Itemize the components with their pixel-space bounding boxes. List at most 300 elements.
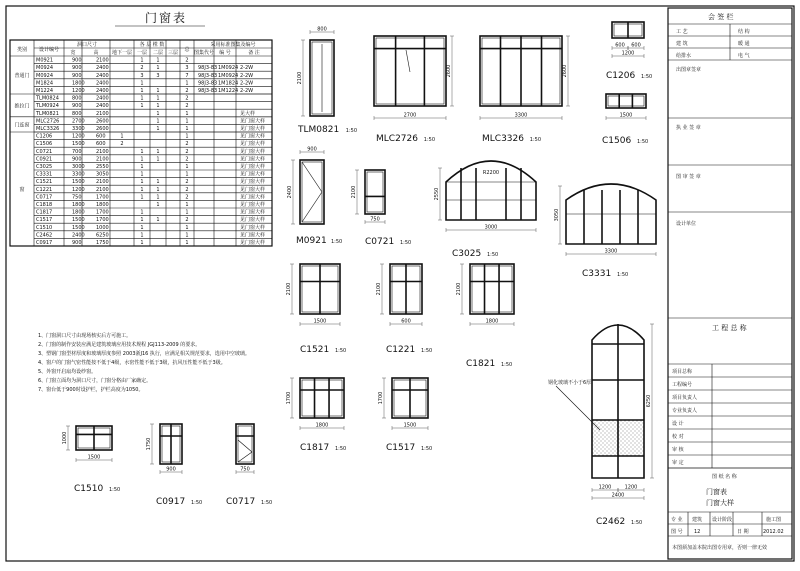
col-header: 地下一层 xyxy=(111,50,133,56)
info-row-label: 校 对 xyxy=(672,434,684,440)
dimension-text: 2400 xyxy=(611,492,625,499)
schedule-cell: 见门窗大样 xyxy=(240,194,266,201)
tb-no-val: 12 xyxy=(694,529,701,535)
schedule-cell: 2 xyxy=(185,57,189,64)
schedule-title: 门窗表 xyxy=(145,11,188,25)
schedule-cell: 1 xyxy=(156,217,160,224)
group-label: 窗 xyxy=(19,187,25,193)
dimension-text: 900 xyxy=(307,146,317,153)
schedule-cell: 见门窗大样 xyxy=(240,209,266,216)
schedule-cell: 1500 xyxy=(72,224,85,231)
stamp-reg-label: 执 业 签 章 xyxy=(676,125,701,131)
schedule-cell: 2400 xyxy=(72,232,85,239)
schedule-cell: 见门窗大样 xyxy=(240,133,266,140)
schedule-cell: M0924 xyxy=(36,72,54,79)
schedule-cell: 1 xyxy=(140,209,144,216)
drawing-caption: C1206 xyxy=(606,71,636,81)
schedule-cell: 2400 xyxy=(96,80,109,87)
schedule-cell: 600 xyxy=(96,141,106,148)
schedule-cell: 1 xyxy=(156,194,160,201)
schedule-cell: 1 xyxy=(185,224,189,231)
schedule-cell: 900 xyxy=(72,57,82,64)
drawing-caption: C1521 xyxy=(300,345,330,355)
schedule-cell: 1 xyxy=(156,202,160,208)
tb-stage-val: 施工图 xyxy=(766,517,782,523)
schedule-cell: 2 xyxy=(120,141,124,148)
drawing-scale: 1:50 xyxy=(421,446,433,452)
schedule-cell: 2 xyxy=(185,194,189,201)
tb-date: 日 期 xyxy=(737,529,749,535)
c0721-elevation-inner xyxy=(367,172,383,212)
schedule-cell: TLM0821 xyxy=(36,110,59,117)
schedule-cell: 2100 xyxy=(96,186,109,193)
dimension-text: 1200 xyxy=(624,484,638,491)
schedule-cell: 1750 xyxy=(96,240,109,246)
group-label: 推拉门 xyxy=(14,103,30,110)
project-label: 工 程 总 称 xyxy=(712,324,747,332)
schedule-cell: 2400 xyxy=(96,65,109,72)
schedule-cell: 1 xyxy=(140,179,144,186)
door-window-schedule xyxy=(10,10,272,246)
drawing-caption: C0721 xyxy=(365,237,395,247)
schedule-cell: 2100 xyxy=(96,156,109,163)
c1817-elevation-inner xyxy=(302,380,342,416)
schedule-cell: 1000 xyxy=(96,224,109,231)
schedule-cell: 1 xyxy=(156,95,160,102)
schedule-cell: 见门窗大样 xyxy=(240,118,266,125)
schedule-cell: C1506 xyxy=(36,141,53,148)
schedule-cell: 1 xyxy=(140,88,144,94)
drawing-scale: 1:50 xyxy=(345,128,358,134)
schedule-cell: 7 xyxy=(185,72,189,79)
design-unit-label: 设计单位 xyxy=(676,221,697,227)
schedule-cell: C1517 xyxy=(36,217,53,224)
dimension-text: 2400 xyxy=(287,185,293,199)
door-swing xyxy=(406,50,410,72)
drawing-caption: MLC2726 xyxy=(376,134,418,144)
schedule-cell: 2 xyxy=(185,88,189,94)
drawing-scale: 1:50 xyxy=(487,252,499,258)
schedule-cell: C1221 xyxy=(36,186,53,193)
stamp-check-label: 图 审 签 章 xyxy=(676,174,701,180)
dimension-text: 6250 xyxy=(646,394,652,408)
schedule-cell: 3 xyxy=(140,72,144,79)
dimension-text: 600 xyxy=(401,318,411,325)
note-line: 2、门窗的制作安装应满足建筑玻璃应用技术规程 JGJ113-2009 的要求。 xyxy=(38,342,201,348)
m0921-elevation-inner xyxy=(302,162,322,222)
schedule-cell: 1500 xyxy=(72,217,85,224)
schedule-cell: 见门窗大样 xyxy=(240,202,266,208)
drawing-caption: C1517 xyxy=(386,443,416,453)
tempered-glass-note: 钢化玻璃不小于6厚 xyxy=(548,380,592,386)
schedule-cell: 1 xyxy=(185,133,189,140)
c1821-elevation xyxy=(470,264,514,314)
schedule-cell: 2 xyxy=(140,65,144,72)
schedule-cell: 2-2W xyxy=(240,65,254,72)
dimension-text: 2100 xyxy=(456,282,462,296)
sign-cell: 暖 通 xyxy=(738,41,750,47)
schedule-cell: 1 xyxy=(156,118,160,125)
dimension-text: 2600 xyxy=(446,64,452,78)
schedule-cell: 6250 xyxy=(96,232,109,239)
col-header: 设计编号 xyxy=(38,47,60,53)
c1821-elevation-inner xyxy=(472,266,512,312)
schedule-cell: C0921 xyxy=(36,156,53,163)
dimension-text: 2700 xyxy=(403,112,417,119)
drawing-scale: 1:50 xyxy=(637,139,649,145)
schedule-cell: C3331 xyxy=(36,171,53,178)
schedule-cell: 1200 xyxy=(72,88,85,94)
schedule-cell: MLC3326 xyxy=(36,126,60,132)
dimension-text: 1750 xyxy=(146,437,152,451)
schedule-cell: 1 xyxy=(140,103,144,110)
schedule-cell: 900 xyxy=(72,72,82,79)
drawing-caption: C3025 xyxy=(452,249,482,259)
dimension-text: 1800 xyxy=(485,318,499,325)
schedule-cell: 1 xyxy=(156,65,160,72)
notes-block xyxy=(38,332,250,393)
door-swing xyxy=(302,192,322,222)
title-block xyxy=(668,8,792,559)
schedule-cell: 2 xyxy=(185,148,189,155)
c1817-elevation xyxy=(300,378,344,418)
schedule-cell: M1824 xyxy=(36,80,54,87)
schedule-cell: 1 xyxy=(185,80,189,87)
schedule-cell: 2 xyxy=(185,156,189,163)
leader-line xyxy=(556,386,600,430)
dimension-text: 600 xyxy=(631,42,641,49)
schedule-cell: TLM0924 xyxy=(36,103,59,110)
schedule-cell: 见门窗大样 xyxy=(240,164,266,170)
schedule-cell: 2400 xyxy=(96,95,109,102)
schedule-cell: 1 xyxy=(120,133,124,140)
schedule-cell: 900 xyxy=(72,156,82,163)
schedule-cell: 见门窗大样 xyxy=(240,156,266,163)
schedule-cell: 98J3-83 xyxy=(198,80,218,87)
info-row-label: 专业负责人 xyxy=(672,408,698,414)
tb-date-val: 2012.02 xyxy=(763,529,784,535)
schedule-cell: 2600 xyxy=(96,118,109,125)
schedule-cell: 1 xyxy=(140,164,144,170)
schedule-cell: 1 xyxy=(156,126,160,132)
schedule-cell: 1700 xyxy=(96,209,109,216)
schedule-cell: 2-2W xyxy=(240,88,254,94)
schedule-cell: 1 xyxy=(156,103,160,110)
drawing-caption: C2462 xyxy=(596,517,626,527)
schedule-cell: 1 xyxy=(156,186,160,193)
drawing-name-label: 图 纸 名 称 xyxy=(712,474,737,480)
schedule-cell: 见门窗大样 xyxy=(240,141,266,148)
drawing-caption: C1817 xyxy=(300,443,330,453)
schedule-cell: 3 xyxy=(185,65,189,72)
schedule-cell: 1 xyxy=(140,232,144,239)
schedule-cell: 700 xyxy=(72,148,82,155)
schedule-cell: 2700 xyxy=(72,118,85,125)
schedule-cell: C1521 xyxy=(36,179,53,186)
dimension-text: 1500 xyxy=(313,318,327,325)
dimension-text: 2600 xyxy=(562,64,568,78)
schedule-cell: C0721 xyxy=(36,148,53,155)
schedule-cell: 1200 xyxy=(72,186,85,193)
schedule-cell: 1 xyxy=(140,186,144,193)
col-header: 采用标准图集及编号 xyxy=(210,42,256,48)
dimension-text: 1500 xyxy=(403,422,417,429)
drawing-scale: 1:50 xyxy=(617,272,629,278)
sign-cell: 工 艺 xyxy=(676,29,688,35)
sign-cell: 结 构 xyxy=(738,29,750,35)
col-header: 洞口尺寸 xyxy=(76,42,98,48)
dimension-text: 2100 xyxy=(351,185,357,199)
col-header: 宽 xyxy=(70,50,76,56)
note-line: 3、塑钢门窗型材厚度和玻璃厚度参照 2003浙J16 执行，应满足相关规范要求，选用中空玻璃。 xyxy=(38,351,250,357)
dimension-text: 900 xyxy=(166,466,176,473)
schedule-cell: C1510 xyxy=(36,224,53,231)
schedule-cell: 见门窗大样 xyxy=(240,224,266,231)
dimension-text: 1000 xyxy=(62,431,68,445)
dimension-text: 750 xyxy=(370,216,380,223)
drawing-scale: 1:50 xyxy=(641,74,653,80)
schedule-cell: 1 xyxy=(140,148,144,155)
drawing-scale: 1:50 xyxy=(191,500,203,506)
schedule-cell: 1 xyxy=(185,171,189,178)
schedule-cell: 1 xyxy=(140,156,144,163)
schedule-cell: M0921 xyxy=(36,57,54,64)
schedule-cell: 见门窗大样 xyxy=(240,171,266,178)
schedule-cell: 900 xyxy=(72,103,82,110)
schedule-cell: 1 xyxy=(140,217,144,224)
schedule-cell: C1817 xyxy=(36,209,53,216)
drawing-caption: C3331 xyxy=(582,269,612,279)
tb-no: 图 号 xyxy=(671,529,683,535)
sign-cell: 给排水 xyxy=(676,53,692,59)
dimension-text: 2550 xyxy=(434,187,440,201)
dimension-text: 750 xyxy=(240,466,250,473)
schedule-cell: 800 xyxy=(72,110,82,117)
col-header: 类别 xyxy=(16,47,28,53)
schedule-cell: C1206 xyxy=(36,133,53,140)
schedule-cell: 2-2W xyxy=(240,80,254,87)
schedule-cell: 1 xyxy=(140,95,144,102)
elevation-drawings xyxy=(62,22,656,527)
drawing-name-1: 门窗表 xyxy=(706,488,727,496)
drawing-caption: C1821 xyxy=(466,359,496,369)
schedule-cell: 1M1824 xyxy=(218,80,239,87)
dimension-text: 1800 xyxy=(315,422,329,429)
schedule-cell: 1 xyxy=(185,202,189,208)
schedule-cell: 1 xyxy=(140,240,144,246)
schedule-cell: 1500 xyxy=(72,179,85,186)
m0921-elevation xyxy=(300,160,324,224)
dimension-text: 1500 xyxy=(87,454,101,461)
schedule-cell: 2 xyxy=(185,217,189,224)
schedule-cell: 1 xyxy=(156,110,160,117)
schedule-cell: 1M1224 xyxy=(218,88,239,94)
schedule-cell: 1 xyxy=(140,171,144,178)
schedule-cell: 2100 xyxy=(96,57,109,64)
schedule-cell: 2 xyxy=(185,103,189,110)
schedule-cell: 2550 xyxy=(96,164,109,170)
group-label: 门连窗 xyxy=(14,122,30,129)
note-line: 6、门窗立面均为洞口尺寸，门窗分格由厂家确定。 xyxy=(38,378,152,384)
schedule-cell: C0917 xyxy=(36,240,53,246)
c0717-elevation xyxy=(236,424,254,464)
dimension-text: 1200 xyxy=(598,484,612,491)
col-header: 图集代号 xyxy=(193,50,215,56)
info-row-label: 审 核 xyxy=(672,447,684,453)
tb-spec: 专 业 xyxy=(671,517,683,523)
schedule-cell: 600 xyxy=(96,133,106,140)
schedule-cell: 1700 xyxy=(96,194,109,201)
dimension-text: 2100 xyxy=(297,71,303,85)
schedule-cell: 1 xyxy=(140,57,144,64)
dimension-text: 3300 xyxy=(604,248,618,255)
note-line: 4、窗户的门窗气密性能按不低于4级，水密性能不低于3级，抗风压性能不低于3级。 xyxy=(38,360,226,366)
dimension-text: 1500 xyxy=(619,112,633,119)
schedule-cell: 见门窗大样 xyxy=(240,148,266,155)
note-line: 5、外窗开启扇均设纱窗。 xyxy=(38,369,97,375)
schedule-cell: 1700 xyxy=(96,217,109,224)
drawing-scale: 1:50 xyxy=(109,487,121,493)
drawing-name-2: 门窗大样 xyxy=(706,499,734,507)
schedule-cell: 1 xyxy=(185,209,189,216)
schedule-cell: 1 xyxy=(156,156,160,163)
schedule-cell: 800 xyxy=(72,95,82,102)
tb-footnote: 本图须加盖本院出图专用章，否则一律无效 xyxy=(672,545,768,551)
drawing-scale: 1:50 xyxy=(335,446,347,452)
schedule-cell: C3025 xyxy=(36,164,53,170)
schedule-cell: 1 xyxy=(156,57,160,64)
info-row-label: 设 计 xyxy=(672,421,684,427)
schedule-cell: 3000 xyxy=(72,164,85,170)
dimension-text: 800 xyxy=(317,26,327,33)
schedule-cell: 3 xyxy=(156,72,160,79)
drawing-caption: C1510 xyxy=(74,484,104,494)
col-header: 总 xyxy=(184,47,190,53)
schedule-cell: 3050 xyxy=(96,171,109,178)
schedule-cell: 见门窗大样 xyxy=(240,232,266,239)
schedule-cell: 1500 xyxy=(72,141,85,148)
schedule-cell: 1 xyxy=(185,232,189,239)
drawing-scale: 1:50 xyxy=(261,500,273,506)
group-label: 普通门 xyxy=(14,73,30,79)
drawing-caption: TLM0821 xyxy=(298,125,340,135)
schedule-cell: 1 xyxy=(185,110,189,117)
schedule-cell: 见门窗大样 xyxy=(240,240,266,246)
schedule-cell: 1 xyxy=(156,148,160,155)
dimension-text: 1700 xyxy=(378,391,384,405)
c0721-elevation xyxy=(365,170,385,214)
dimension-text: 3300 xyxy=(514,112,528,119)
drawing-scale: 1:50 xyxy=(400,240,412,246)
schedule-cell: TLM0824 xyxy=(36,95,59,102)
tb-spec-val: 建筑 xyxy=(692,517,703,523)
col-header: 编 号 xyxy=(219,50,231,56)
dimension-text: 2100 xyxy=(286,282,292,296)
info-row-label: 项目总称 xyxy=(672,369,693,375)
c1506-elevation-inner xyxy=(608,96,644,106)
col-header: 高 xyxy=(93,50,99,56)
schedule-cell: 1 xyxy=(185,240,189,246)
schedule-cell: 2 xyxy=(185,141,189,148)
c0717-elevation-inner xyxy=(238,426,252,462)
tb-stage: 设计阶段 xyxy=(712,517,733,523)
schedule-cell: 见门窗大样 xyxy=(240,179,266,186)
open-direction xyxy=(238,452,252,462)
schedule-cell: C2462 xyxy=(36,232,53,239)
col-header: 备 注 xyxy=(248,50,260,56)
schedule-cell: 3300 xyxy=(72,126,85,132)
schedule-cell: 1 xyxy=(185,164,189,170)
stamp-out-label: 出图章签章 xyxy=(676,67,702,73)
drawing-caption: C1221 xyxy=(386,345,416,355)
schedule-cell: 1800 xyxy=(96,202,109,208)
schedule-cell: 2400 xyxy=(96,72,109,79)
drawing-scale: 1:50 xyxy=(331,239,343,245)
drawing-scale: 1:50 xyxy=(423,137,436,143)
schedule-cell: 1800 xyxy=(72,209,85,216)
sheet-border xyxy=(6,6,794,561)
schedule-cell: 2 xyxy=(185,186,189,193)
note-line: 1、门窗洞口尺寸由现场核实后方可施工。 xyxy=(38,333,132,339)
schedule-cell: 见门窗大样 xyxy=(240,186,266,193)
schedule-cell: 98J3-83 xyxy=(198,65,218,72)
drawing-caption: MLC3326 xyxy=(482,134,524,144)
schedule-cell: 2600 xyxy=(96,126,109,132)
drawing-scale: 1:50 xyxy=(421,348,433,354)
info-row-label: 审 定 xyxy=(672,460,684,466)
drawing-scale: 1:50 xyxy=(631,520,643,526)
schedule-cell: 1 xyxy=(140,80,144,87)
schedule-cell: 1 xyxy=(185,126,189,132)
drawing-caption: C0717 xyxy=(226,497,256,507)
dimension-text: 3050 xyxy=(554,208,560,222)
schedule-cell: 1800 xyxy=(72,80,85,87)
dimension-text: 3000 xyxy=(484,224,498,231)
schedule-cell: 900 xyxy=(72,65,82,72)
sign-cell: 建 筑 xyxy=(676,41,688,47)
schedule-cell: 1 xyxy=(185,118,189,125)
drawing-caption: C1506 xyxy=(602,136,632,146)
schedule-cell: 1 xyxy=(156,179,160,186)
dimension-text: 1700 xyxy=(286,391,292,405)
col-header: 一层 xyxy=(136,50,148,56)
schedule-cell: 1 xyxy=(140,194,144,201)
schedule-cell: 2-2W xyxy=(240,72,254,79)
schedule-cell: M0924 xyxy=(36,65,54,72)
schedule-cell: 98J3-83 xyxy=(198,88,218,94)
schedule-cell: 1 xyxy=(156,88,160,94)
schedule-cell: 1200 xyxy=(72,133,85,140)
arc-radius-text: R2200 xyxy=(482,170,500,176)
info-row-label: 工程编号 xyxy=(672,382,693,388)
schedule-cell: 见门窗大样 xyxy=(240,126,266,132)
schedule-cell: C0717 xyxy=(36,194,53,201)
door-swing xyxy=(302,162,322,192)
schedule-cell: 2100 xyxy=(96,179,109,186)
schedule-cell: M1224 xyxy=(36,88,54,94)
schedule-cell: 2 xyxy=(185,179,189,186)
drawing-scale: 1:50 xyxy=(529,137,542,143)
schedule-cell: C1818 xyxy=(36,202,53,208)
col-header: 三层 xyxy=(167,50,179,56)
schedule-cell: 1M0924 xyxy=(218,65,239,72)
col-header: 各 层 樘 数 xyxy=(139,42,165,48)
info-row-label: 项目负责人 xyxy=(672,395,698,401)
schedule-cell: 2400 xyxy=(96,88,109,94)
dimension-text: 2100 xyxy=(376,282,382,296)
drawing-caption: C0917 xyxy=(156,497,186,507)
dimension-text: 600 xyxy=(615,42,625,49)
